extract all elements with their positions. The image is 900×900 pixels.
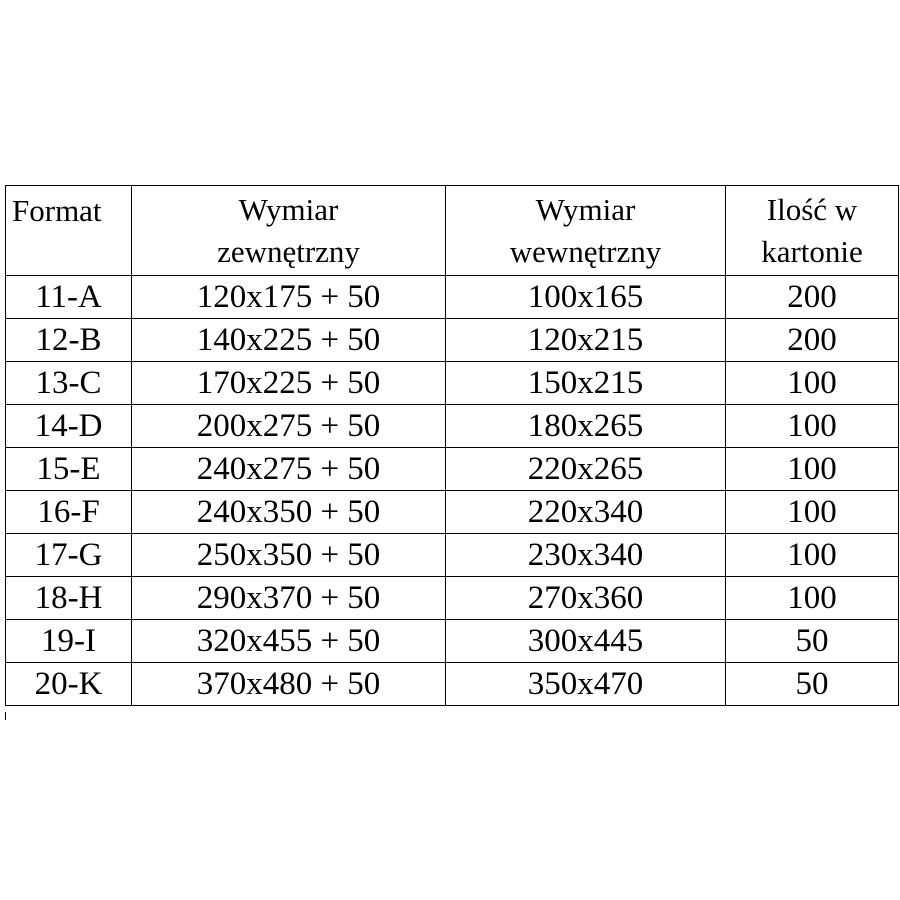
table-row <box>6 448 899 491</box>
header-row <box>6 186 899 276</box>
outer-dimension-cell: 240x275 + 50 <box>132 448 446 491</box>
envelope-size-table <box>5 185 899 706</box>
header-outer-dimension-line1: Wymiar <box>238 191 339 227</box>
quantity-cell: 200 <box>726 319 899 362</box>
inner-dimension-cell: 180x265 <box>446 405 726 448</box>
table-body <box>6 276 899 706</box>
header-inner-dimension <box>446 186 726 276</box>
outer-dimension-cell: 240x350 + 50 <box>132 491 446 534</box>
table-row <box>6 362 899 405</box>
table-row <box>6 405 899 448</box>
outer-dimension-cell: 290x370 + 50 <box>132 577 446 620</box>
inner-dimension-cell: 220x340 <box>446 491 726 534</box>
quantity-cell: 200 <box>726 276 899 319</box>
outer-dimension-cell: 370x480 + 50 <box>132 663 446 706</box>
table-row <box>6 491 899 534</box>
table-row <box>6 663 899 706</box>
outer-dimension-cell: 120x175 + 50 <box>132 276 446 319</box>
format-cell: 14-D <box>6 405 132 448</box>
quantity-cell: 50 <box>726 620 899 663</box>
inner-dimension-cell: 220x265 <box>446 448 726 491</box>
format-cell: 13-C <box>6 362 132 405</box>
outer-dimension-cell: 170x225 + 50 <box>132 362 446 405</box>
table-header <box>6 186 899 276</box>
table-row <box>6 534 899 577</box>
quantity-cell: 100 <box>726 362 899 405</box>
inner-dimension-cell: 230x340 <box>446 534 726 577</box>
inner-dimension-cell: 150x215 <box>446 362 726 405</box>
quantity-cell: 100 <box>726 405 899 448</box>
inner-dimension-cell: 350x470 <box>446 663 726 706</box>
header-quantity-line2: kartonie <box>761 233 863 269</box>
header-format-label: Format <box>12 193 102 228</box>
outer-dimension-cell: 250x350 + 50 <box>132 534 446 577</box>
header-quantity-line1: Ilość w <box>766 191 858 227</box>
outer-dimension-cell: 140x225 + 50 <box>132 319 446 362</box>
header-outer-dimension <box>132 186 446 276</box>
inner-dimension-cell: 300x445 <box>446 620 726 663</box>
quantity-cell: 100 <box>726 534 899 577</box>
format-cell: 20-K <box>6 663 132 706</box>
inner-dimension-cell: 270x360 <box>446 577 726 620</box>
header-inner-dimension-line2: wewnętrzny <box>509 233 662 269</box>
quantity-cell: 100 <box>726 491 899 534</box>
header-format <box>6 186 132 276</box>
inner-dimension-cell: 100x165 <box>446 276 726 319</box>
table-row <box>6 620 899 663</box>
table-row <box>6 577 899 620</box>
inner-dimension-cell: 120x215 <box>446 319 726 362</box>
size-table-container <box>5 185 899 706</box>
quantity-cell: 100 <box>726 577 899 620</box>
table-row <box>6 276 899 319</box>
table-border-tail <box>5 712 6 720</box>
format-cell: 16-F <box>6 491 132 534</box>
header-inner-dimension-line1: Wymiar <box>535 191 636 227</box>
header-quantity-per-carton <box>726 186 899 276</box>
format-cell: 15-E <box>6 448 132 491</box>
outer-dimension-cell: 200x275 + 50 <box>132 405 446 448</box>
format-cell: 18-H <box>6 577 132 620</box>
quantity-cell: 50 <box>726 663 899 706</box>
format-cell: 11-A <box>6 276 132 319</box>
quantity-cell: 100 <box>726 448 899 491</box>
table-row <box>6 319 899 362</box>
format-cell: 19-I <box>6 620 132 663</box>
header-outer-dimension-line2: zewnętrzny <box>217 233 360 269</box>
outer-dimension-cell: 320x455 + 50 <box>132 620 446 663</box>
format-cell: 12-B <box>6 319 132 362</box>
format-cell: 17-G <box>6 534 132 577</box>
